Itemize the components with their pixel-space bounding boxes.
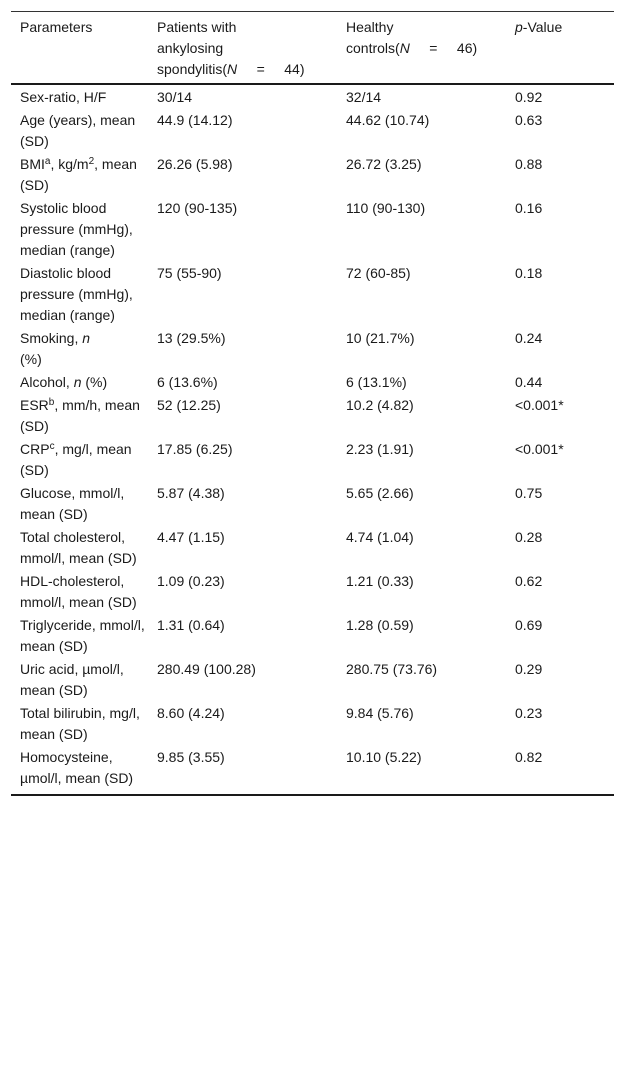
p-value: <0.001*	[515, 397, 564, 413]
row-label: BMI$^a$, $kg/m^2$, mean (SD)	[20, 156, 137, 193]
row-label: Uric acid, µmol/l, mean (SD)	[20, 661, 124, 698]
row-label: Triglyceride, mmol/l, mean (SD)	[20, 617, 145, 654]
p-value: 0.75	[515, 485, 543, 501]
controls-value: 26.72 (3.25)	[346, 156, 422, 172]
patients-value: 4.47 (1.15)	[157, 529, 225, 545]
controls-value: 5.65 (2.66)	[346, 485, 414, 501]
controls-value: 9.84 (5.76)	[346, 705, 414, 721]
controls-value: 4.74 (1.04)	[346, 529, 414, 545]
patients-value: 6 (13.6%)	[157, 374, 218, 390]
table-row	[11, 327, 614, 371]
patients-value: 44.9 (14.12)	[157, 112, 233, 128]
p-value: 0.69	[515, 617, 543, 633]
patients-value: 280.49 (100.28)	[157, 661, 256, 677]
table-row	[11, 197, 614, 262]
row-label: CRP$^c$, mg/l, mean (SD)	[20, 441, 132, 478]
table-header	[11, 12, 614, 85]
table-row	[11, 614, 614, 658]
p-value: 0.16	[515, 200, 543, 216]
row-label: Diastolic blood pressure (mmHg), median (range)	[20, 265, 133, 323]
patients-value: 17.85 (6.25)	[157, 441, 233, 457]
table-row	[11, 84, 614, 109]
row-label: Age (years), mean (SD)	[20, 112, 136, 149]
controls-value: 10.2 (4.82)	[346, 397, 414, 413]
table-row	[11, 526, 614, 570]
p-value: 0.29	[515, 661, 543, 677]
p-value: 0.88	[515, 156, 543, 172]
header-patients: Patients with ankylosing spondylitis(N = 44)	[157, 19, 305, 77]
controls-value: 2.23 (1.91)	[346, 441, 414, 457]
controls-value: 280.75 (73.76)	[346, 661, 438, 677]
controls-value: 72 (60-85)	[346, 265, 411, 281]
controls-value: 110 (90-130)	[346, 200, 426, 216]
patients-value: 26.26 (5.98)	[157, 156, 233, 172]
comparison-table	[11, 11, 614, 796]
patients-value: 52 (12.25)	[157, 397, 221, 413]
table-row	[11, 438, 614, 482]
controls-value: 44.62 (10.74)	[346, 112, 430, 128]
patients-value: 30/14	[157, 89, 193, 105]
row-label: HDL-cholesterol, mmol/l, mean (SD)	[20, 573, 137, 610]
controls-value: 32/14	[346, 89, 382, 105]
row-label: Sex-ratio, H/F	[20, 89, 107, 105]
p-value: 0.92	[515, 89, 543, 105]
table-row	[11, 394, 614, 438]
table-row	[11, 570, 614, 614]
header-row	[11, 12, 614, 85]
table-row	[11, 109, 614, 153]
patients-value: 8.60 (4.24)	[157, 705, 225, 721]
patients-value: 9.85 (3.55)	[157, 749, 225, 765]
header-parameters: Parameters	[20, 19, 93, 35]
row-label: ESR$^b$, mm/h, mean (SD)	[20, 397, 140, 434]
controls-value: 10 (21.7%)	[346, 330, 415, 346]
row-label: Glucose, mmol/l, mean (SD)	[20, 485, 125, 522]
patients-value: 13 (29.5%)	[157, 330, 226, 346]
patients-value: 120 (90-135)	[157, 200, 238, 216]
p-value: 0.23	[515, 705, 543, 721]
p-value: 0.63	[515, 112, 543, 128]
header-pvalue: p-Value	[515, 19, 563, 35]
row-label: Alcohol, n (%)	[20, 374, 108, 390]
p-value: 0.18	[515, 265, 543, 281]
patients-value: 1.31 (0.64)	[157, 617, 225, 633]
patients-value: 1.09 (0.23)	[157, 573, 225, 589]
table-row	[11, 702, 614, 746]
row-label: Systolic blood pressure (mmHg), median (range)	[20, 200, 133, 258]
controls-value: 10.10 (5.22)	[346, 749, 422, 765]
table-row	[11, 262, 614, 327]
header-controls: Healthy controls(N = 46)	[346, 19, 478, 56]
controls-value: 6 (13.1%)	[346, 374, 407, 390]
controls-value: 1.21 (0.33)	[346, 573, 414, 589]
table-row	[11, 482, 614, 526]
controls-value: 1.28 (0.59)	[346, 617, 414, 633]
row-label: Homocysteine, µmol/l, mean (SD)	[20, 749, 134, 786]
p-value: 0.28	[515, 529, 543, 545]
patients-value: 5.87 (4.38)	[157, 485, 225, 501]
p-value: <0.001*	[515, 441, 564, 457]
row-label: Total bilirubin, mg/l, mean (SD)	[20, 705, 140, 742]
table-row	[11, 658, 614, 702]
p-value: 0.82	[515, 749, 543, 765]
row-label: Smoking, n (%)	[20, 330, 91, 367]
table-row	[11, 153, 614, 197]
p-value: 0.62	[515, 573, 543, 589]
row-label: Total cholesterol, mmol/l, mean (SD)	[20, 529, 137, 566]
p-value: 0.24	[515, 330, 543, 346]
patients-value: 75 (55-90)	[157, 265, 222, 281]
table-row	[11, 746, 614, 795]
table-row	[11, 371, 614, 394]
p-value: 0.44	[515, 374, 543, 390]
